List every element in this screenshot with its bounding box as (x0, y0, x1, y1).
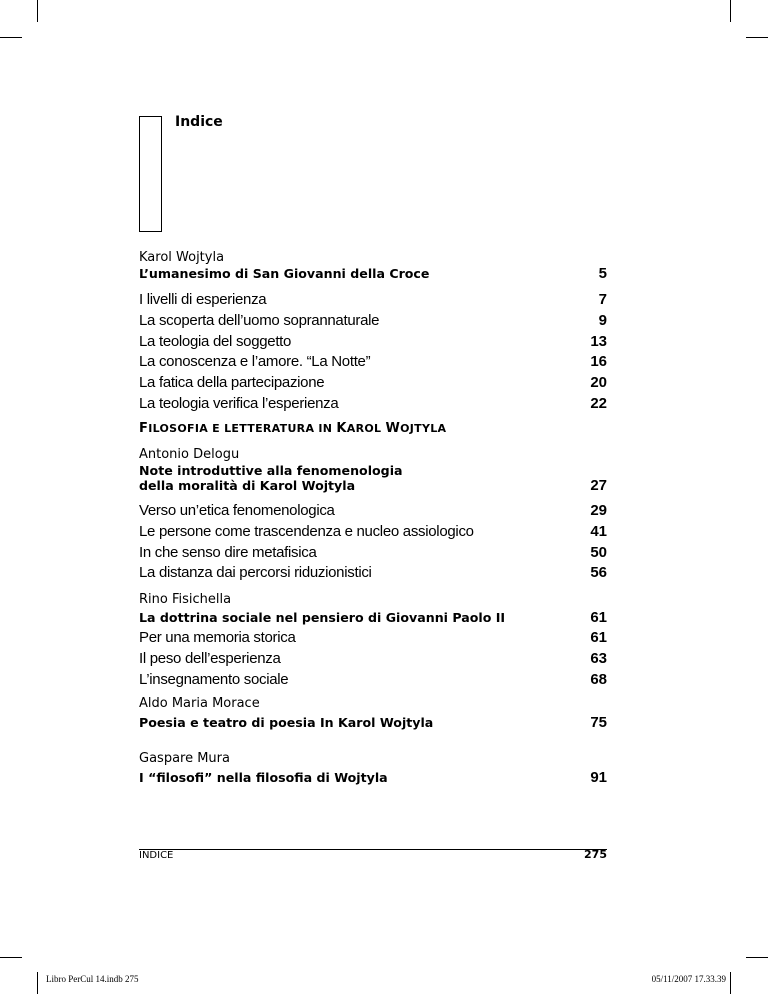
essay-entry[interactable] (139, 266, 607, 281)
author-name: Antonio Delogu (139, 447, 240, 462)
crop-mark (0, 957, 22, 958)
item-title: La teologia del soggetto (139, 332, 292, 350)
toc-group-fisichella (139, 592, 607, 690)
crop-mark (0, 37, 22, 38)
item-page: 41 (590, 522, 607, 540)
toc-item[interactable] (139, 522, 607, 543)
title-box-decoration (139, 116, 162, 232)
author-name: Karol Wojtyla (139, 250, 225, 265)
item-page: 50 (590, 543, 607, 561)
crop-mark (730, 972, 731, 994)
toc-item[interactable] (139, 670, 607, 691)
toc-item[interactable] (139, 501, 607, 522)
item-title: La teologia verifica l’esperienza (139, 394, 339, 412)
crop-mark (730, 0, 731, 22)
essay-title: La dottrina sociale nel pensiero di Giovanni Paolo II (139, 610, 506, 625)
crop-mark (37, 0, 38, 22)
toc-item[interactable] (139, 311, 607, 332)
item-page: 9 (598, 311, 607, 329)
item-title: In che senso dire metafisica (139, 543, 317, 561)
item-page: 29 (590, 502, 607, 519)
essay-title: L’umanesimo di San Giovanni della Croce (139, 266, 430, 281)
essay-entry[interactable] (139, 463, 607, 493)
essay-title: Note introduttive alla fenomenologia della moralità di Karol Wojtyla (139, 463, 403, 493)
item-page: 61 (590, 629, 607, 646)
footer-rule (139, 849, 607, 850)
item-title: La scoperta dell’uomo soprannaturale (139, 311, 380, 329)
item-title: L’insegnamento sociale (139, 670, 289, 688)
crop-mark (746, 37, 768, 38)
toc-item[interactable] (139, 352, 607, 373)
author-name: Aldo Maria Morace (139, 696, 260, 711)
crop-mark (37, 972, 38, 994)
toc-item[interactable] (139, 373, 607, 394)
section-heading: FILOSOFIA E LETTERATURA IN KAROL WOJTYLA (139, 421, 447, 436)
essay-page: 61 (590, 609, 607, 626)
item-page: 68 (590, 670, 607, 688)
author-name: Rino Fisichella (139, 592, 232, 607)
item-page: 22 (590, 394, 607, 412)
essay-entry[interactable] (139, 712, 607, 734)
item-title: Verso un’etica fenomenologica (139, 502, 335, 519)
item-page: 20 (590, 374, 607, 392)
item-title: Per una memoria storica (139, 629, 296, 646)
author-name: Gaspare Mura (139, 751, 230, 766)
item-page: 13 (590, 332, 607, 350)
toc-group-morace (139, 696, 607, 734)
page-title: Indice (175, 114, 223, 130)
item-title: I livelli di esperienza (139, 291, 267, 308)
item-title: La distanza dai percorsi riduzionistici (139, 564, 372, 582)
item-page: 63 (590, 649, 607, 667)
item-title: La conoscenza e l’amore. “La Notte” (139, 353, 371, 371)
toc-item[interactable] (139, 543, 607, 564)
toc-item[interactable] (139, 332, 607, 353)
item-title: Le persone come trascendenza e nucleo assiologico (139, 522, 474, 540)
item-title: La fatica della partecipazione (139, 374, 325, 392)
essay-page: 91 (590, 769, 607, 786)
essay-title: Poesia e teatro di poesia In Karol Wojtyla (139, 715, 434, 730)
toc-group-delogu (139, 447, 607, 584)
toc-item[interactable] (139, 563, 607, 584)
essay-entry[interactable] (139, 767, 607, 789)
footer-label: INDICE (139, 850, 174, 861)
item-page: 16 (590, 353, 607, 371)
toc-item[interactable] (139, 290, 607, 311)
essay-page: 27 (590, 477, 607, 494)
footer-page-number: 275 (584, 848, 607, 861)
toc-item[interactable] (139, 394, 607, 415)
toc-group-mura (139, 751, 607, 789)
essay-page: 5 (598, 265, 607, 282)
crop-mark (746, 957, 768, 958)
print-slug-right: 05/11/2007 17.33.39 (651, 974, 726, 984)
essay-page: 75 (590, 714, 607, 731)
essay-title: I “filosofi” nella filosofia di Wojtyla (139, 770, 388, 785)
item-page: 7 (598, 291, 607, 308)
print-slug-left: Libro PerCul 14.indb 275 (46, 974, 139, 984)
item-title: Il peso dell’esperienza (139, 649, 281, 667)
toc-item[interactable] (139, 628, 607, 649)
toc-group-wojtyla (139, 250, 607, 415)
essay-entry[interactable] (139, 608, 607, 628)
item-page: 56 (590, 564, 607, 582)
toc-item[interactable] (139, 649, 607, 670)
